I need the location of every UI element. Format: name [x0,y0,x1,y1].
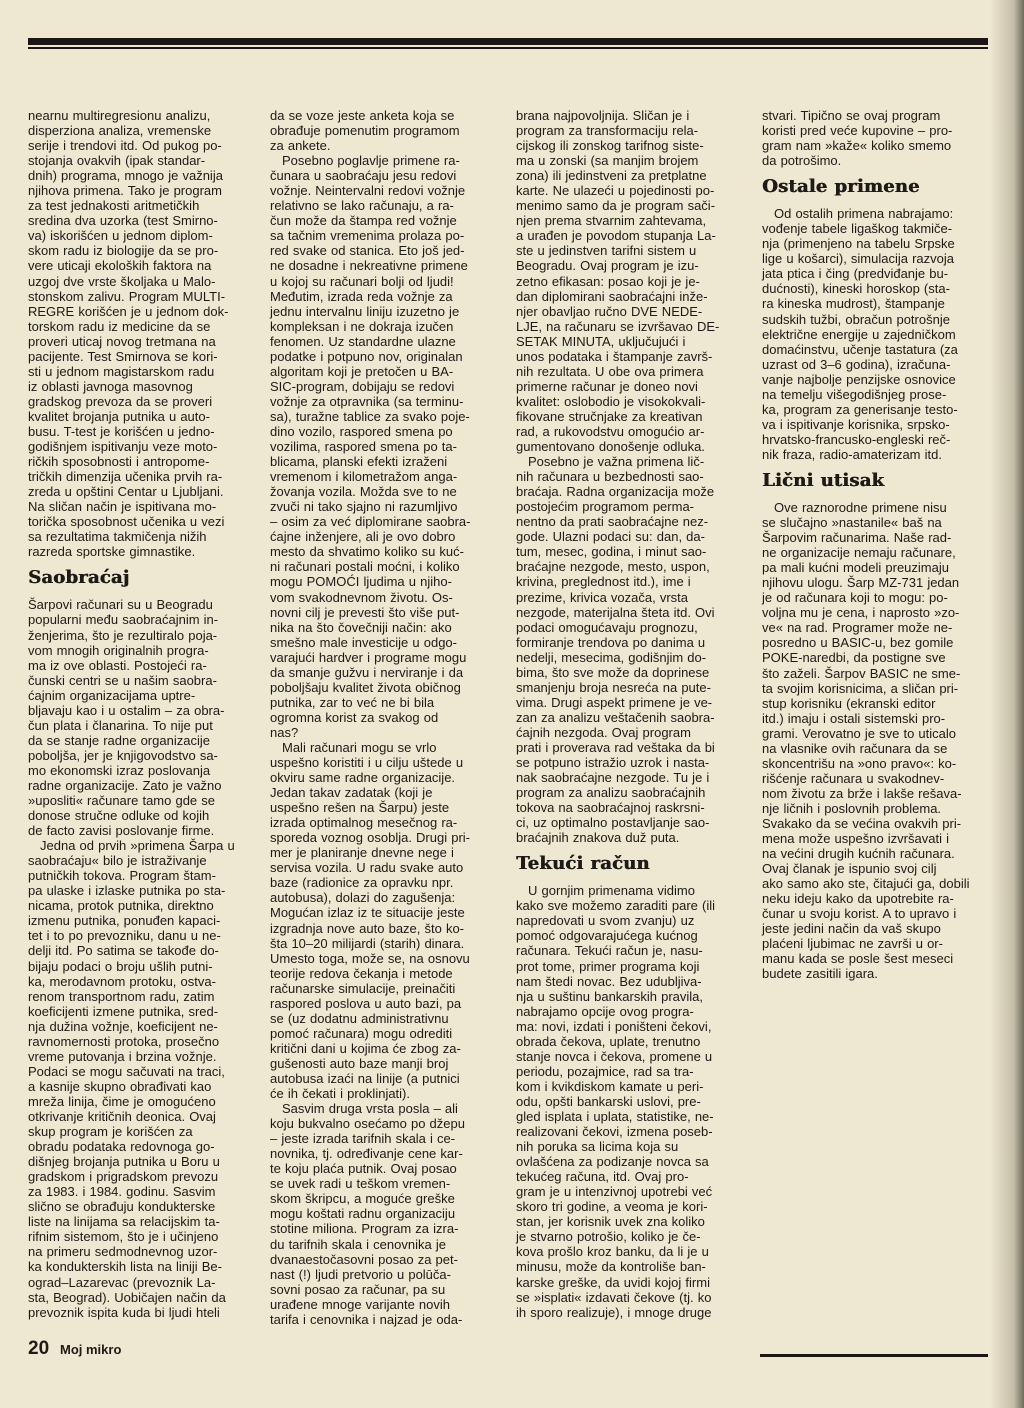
paragraph: Mali računari mogu se vrlo uspešno koristiti i u cilju uštede u okviru same radne organizacije. Jedan takav zadatak (koji je uspešno rešen na Šarpu) jeste izrada optimalnog mesečnog ra- sporeda voznog osoblja. Drugi pri- mer je planiranje dnevne nege i servisa vozila. U radu svake auto baze (radionice za opravku npr. autobusa), dolazi do zagušenja: Mogućan izlaz iz te situacije jeste izgradnja nove auto baze, što ko- šta 10–20 milijardi (starih) dinara. Umesto toga, može se, na osnovu teorije redova čekanja i metode računarske simulacije, preinačiti raspored poslova u auto bazi, pa se (uz dodatnu administrativnu pomoć računara) mogu odrediti kritični dani u kojima će zbog za- gušenosti auto baze manji broj autobusa izaći na linije (a putnici će ih čekati i proklinjati). [270,739,470,1102]
column-1 [28,108,256,1320]
paragraph: Jedna od prvih »primena Šarpa u saobraćaju« bilo je istraživanje putničkih tokova. Program štam- pa ulaske i izlaske putnika po sta- nicama, protok putnika, direktno izmenu putnika, ponuđen kapaci- tet i to po prevozniku, danu u ne- delji itd. Po satima se takođe do- bijaju podaci o broju ušlih putni- ka, merodavnom protoku, ostva- renom transportnom radu, zatim koeficijenti izmene putnika, sred- nja dužina vožnje, koeficijent ne- ravnomernosti protoka, prosečno vreme putovanja i brzina vožnje. Podaci se mogu sačuvati na traci, a kasnije skupno obrađivati kao mreža linija, čime je omogućeno otkrivanje kritičnih deonica. Ovaj skup program je korišćen za obradu podataka redovnoga go- dišnjeg brojanja putnika u Boru u gradskom i prigradskom prevozu za 1983. i 1984. godinu. Sasvim slično se obrađuju kondukterske liste na linijama sa relacijskim ta- rifnim sistemom, što je i učinjeno na primeru sedmodnevnog uzor- ka kondukterskih lista na liniji Be- ograd–Lazarevac (prevoznik La- sta, Beograd). Uobičajen način da prevoznik ispita kuda bi ljudi hteli [28,838,235,1320]
paragraph: Šarpovi računari su u Beogradu popularni među saobraćajnim in- ženjerima, što je rezultiralo poja- vom mnogih originalnih progra- ma iz ove oblasti. Postojeći ra- čunski centri se u našim saobra- ćajnim organizacijama uptre- bljavaju kao i u ostalim – za obra- čun plata i članarina. To nije put da se stanje radne organizacije poboljša, jer je knjigovodstvo sa- mo ekonomski izraz poslovanja radne organizacije. Zato je važno »uposliti« računare tamo gde se donose stručne odluke od kojih de facto zavisi poslovanje firme. [28,597,225,839]
paragraph: U gornjim primenama vidimo kako sve možemo zaraditi pare (ili napredovati u svom zvanju) uz pomoć odgovarajućega kućnog računara. Tekući račun je, nasu- prot tome, primer programa koji nam štedi novac. Bez udubljiva- nja u suštinu bankarskih pravila, nabrajamo opcije ovog progra- ma: novi, izdati i poništeni čekovi, obrada čekova, uplate, trenutno stanje novca i čekova, promene u periodu, pozajmice, rad sa tra- kom i kvikdiskom kamate u peri- odu, opšti bankarski uslovi, pre- gled isplata i uplata, statistike, ne- realizovani čekovi, izmena poseb- nih poruka sa licima koja su ovlašćena za podizanje novca sa tekućeg računa, itd. Ovaj pro- gram je u intenzivnoj upotrebi već skoro tri godine, a veoma je kori- stan, jer korisnik uvek zna koliko je stvarno potrošio, koliko je če- kova prošlo kroz banku, da li je u minusu, može da kontroliše ban- karske greške, da uvidi kojoj firmi se »isplati« izdavati čekove (tj. ko ih sporo realizuje), i mnoge druge [516,883,716,1320]
section-heading-saobracaj: Saobraćaj [28,567,130,589]
column-3 [516,108,744,1320]
paragraph: Od ostalih primena nabrajamo: vođenje tabele ligaškog takmiče- nja (primenjeno na tabelu Srpske lige u košarci), simulacija razvoja jata ptica i čing (predviđanje bu- dućnosti), kineski horoskop (sta- ra kineska mudrost), štampanje sudskih tužbi, obračun potrošnje električne energije u zajedničkom domaćinstvu, učenje tastatura (za uzrast od 3–6 godina), izračuna- vanje najbolje penzijske osnovice na temelju višegodišnjeg prose- ka, program za generisanje testo- va i ispitivanje korisnika, srpsko- hrvatsko-francusko-engleski reč- nik fraza, radio-amaterizam itd. [762,206,958,462]
top-rule [28,38,988,45]
bottom-rule [760,1354,988,1357]
page-edge-shadow [990,0,1024,1408]
section-heading-tekuci-racun: Tekući račun [516,853,650,875]
paragraph: stvari. Tipično se ovaj program koristi pred veće kupovine – pro- gram nam »kaže« koliko smemo da potrošimo. [762,108,953,169]
paragraph: da se voze jeste anketa koja se obrađuje pomenutim programom za ankete. [270,108,460,154]
section-heading-ostale-primene: Ostale primene [762,176,920,198]
column-4 [762,108,988,981]
paragraph: Sasvim druga vrsta posla – ali koju bukvalno osećamo po džepu – jeste izrada tarifnih skala i ce- novnika, tj. određivanje cene kar- te koju plaća putnik. Ovaj posao se uvek radi u teškom vremen- skom škripcu, a moguće greške mogu koštati radnu organizaciju stotine miliona. Program za izra- du tarifnih skala i cenovnika je dvanaestočasovni posao za pet- nast (!) ljudi pretvorio u polūča- sovni posao za računar, pa su urađene mnoge varijante novih tarifa i cenovnika i najzad je oda- [270,1101,465,1327]
paragraph: Posebno je važna primena lič- nih računara u bezbednosti sao- braćaja. Radna organizacija može postojećim programom perma- nentno da prati saobraćajne nez- gode. Ulazni podaci su: dan, da- tum, mesec, godina, i minut sao- braćajne nezgode, mesto, uspon, krivina, preglednost itd.), ime i prezime, krivica vozača, vrsta nezgode, materijalna šteta itd. Ovi podaci omogućavaju prognozu, formiranje trendova po danima u nedelji, mesecima, godišnjim do- bima, što sve može da doprinese smanjenju broja nesreća na pute- vima. Drugi aspekt primene je ve- zan za analizu veštačenih saobra- ćajnih nezgoda. Ovaj program prati i proverava rad veštaka da bi se potpuno istražio uzrok i nasta- nak saobraćajne nezgode. Tu je i program za analizu saobraćajnih tokova na saobraćajnoj raskrsni- ci, uz optimalno postavljanje sao- braćajnih znakova duž puta. [516,454,715,846]
paragraph: Ove raznorodne primene nisu se slučajno »nastanile« baš na Šarpovim računarima. Naše rad- ne organizacije nemaju računare, pa mali kućni modeli preuzimaju njihovu ulogu. Šarp MZ-731 jedan je od računara koji to mogu: po- voljna mu je cena, i naprosto »zo- ve« na rad. Programer može ne- posredno u BASIC-u, bez gomile POKE-naredbi, da postigne sve što zaželi. Šarpov BASIC ne sme- ta svojim korisnicima, a sličan pri- stup korisniku (ekranski editor itd.) imaju i ostali sistemski pro- grami. Verovatno je sve to uticalo na vlasnike ovih računara da se skoncentrišu na »ono pravo«: ko- rišćenje računara u svakodnev- nom životu za brže i lakše rešava- nje ličnih i poslovnih problema. Svakako da se većina ovakvih pri- mena može uspešno izvršavati i na većini drugih kućnih računara. Ovaj članak je ispunio svoj cilj ako samo ako ste, čitajući ga, dobili neku ideju kako da upotrebite ra- čunar u svoju korist. A to upravo i jeste jedini način da vaš skupo plaćeni ljubimac ne završi u or- manu kada se posle šest meseci budete zasitili igara. [762,499,970,982]
magazine-name: Moj mikro [60,1342,122,1357]
top-rule-thin [28,47,988,49]
page-number: 20 [28,1338,50,1359]
paragraph: Posebno poglavlje primene ra- čunara u saobraćaju jesu redovi vožnje. Neintervalni redovi vožnje relativno se lako računaju, a ra- čun može da štampa red vožnje sa tačnim vremenima prolaza po- red svake od stanica. Eto još jed- ne dosadne i nekreativne primene u kojoj su računari bolji od ljudi! Međutim, izrada reda vožnje za jednu intervalnu liniju izuzetno je kompleksan i ne dokraja izučen fenomen. Uz standardne ulazne podatke i potpuno nov, originalan algoritam koji je pretočen u BA- SIC-program, dobijaju se redovi vožnje za otpravnika (sa terminu- sa), turažne tablice za svako poje- dino vozilo, raspored smena po vozilima, raspored smena po ta- blicama, planski efekti izraženi vremenom i kilometražom anga- žovanja vozila. Možda sve to ne zvuči ni tako sjajno ni razumljivo – osim za već diplomirane saobra- ćajne inženjere, ali je ovo dobro mesto da shvatimo koliko su kuć- ni računari postali moćni, i koliko mogu POMOĆI ljudima u njiho- vom svakodnevnom životu. Os- novni cilj je prevesti što više put- nika na što čovečniji način: ako smešno male investicije u odgo- varajući hardver i programe mogu da smanje gužvu i nerviranje i da poboljšaju kvalitet života običnog putnika, zar to već ne bi bila ogromna korist za svakog od nas? [270,153,471,740]
paragraph: nearnu multiregresionu analizu, disperziona analiza, vremenske serije i trendovi itd. Od pukog po- stojanja ovakvih (ipak standar- dnih) programa, mnogo je važnija njihova primena. Tako je program za test jednakosti aritmetičkih sredina dva uzorka (test Smirno- va) iskorišćen u jednom diplom- skom radu iz biologije da se pro- vere uticaji ekoloških faktora na uzgoj dve vrste školjaka u Malo- stonskom zalivu. Program MULTI- REGRE korišćen je u jednom dok- torskom radu iz medicine da se proveri uticaj novog tretmana na pacijente. Test Smirnova se kori- sti u jednom magistarskom radu iz oblasti javnoga masovnog gradskog prevoza da se proveri kvalitet brojanja putnika u auto- busu. T-test je korišćen u jedno- godišnjem ispitivanju veze moto- ričkih sposobnosti i antropome- tričkih dimenzija učenika prvih ra- zreda u opštini Centar u Ljubljani. Na sličan način je ispitivana mo- torička sposobnost učenika u vezi sa rezultatima takmičenja nižih razreda sportske gimnastike. [28,108,229,560]
paragraph: brana najpovoljnija. Sličan je i program za transformaciju rela- cijskog ili zonskog tarifnog siste- ma u zonski (sa manjim brojem zona) ili jedinstveni za pretplatne karte. Ne ulazeći u pojedinosti po- menimo samo da je program sači- njen prema stvarnim zahtevama, a urađen je povodom stupanja La- ste u jedinstven tarifni sistem u Beogradu. Ovaj program je izu- zetno efikasan: posao koji je je- dan diplomirani saobraćajni inže- njer obavljao ručno DVE NEDE- LJE, na računaru se izvršavao DE- SETAK MINUTA, uključujući i unos podataka i štampanje završ- nih rezultata. U obe ova primera primerne računar je doneo novi kvalitet: oslobodio je visokokvali- fikovane stručnjake za kreativan rad, a rukovodstvu omogućio ar- gumentovano donošenje odluka. [516,108,720,455]
section-heading-licni-utisak: Lični utisak [762,469,885,491]
column-2 [270,108,498,1327]
